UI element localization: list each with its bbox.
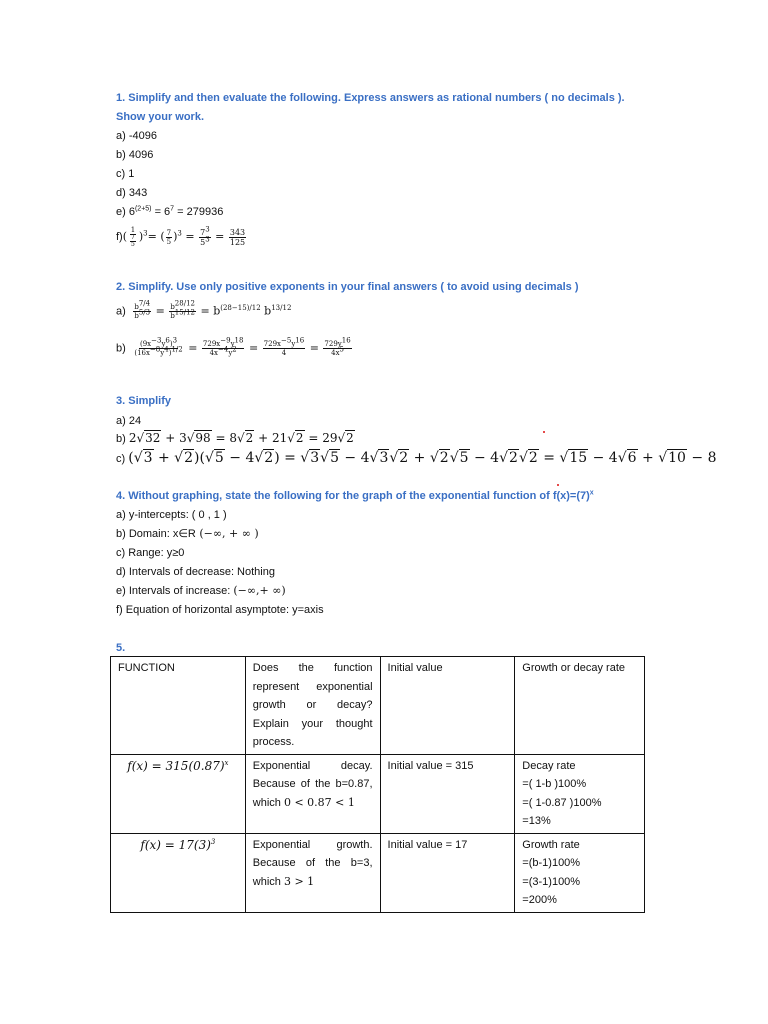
row2-rate [515, 833, 645, 912]
q1-e-prefix: e) 6 [116, 206, 135, 218]
row1-rate-line: =( 1-b )100% [522, 778, 587, 790]
row1-rate-line: =13% [522, 815, 551, 827]
row2-rate-line: =(b-1)100% [522, 857, 581, 869]
q4-answer-f: f) Equation of horizontal asymptote: y=axis [116, 604, 324, 616]
q2-answer-a: a) $\frac{b^{7/4}}{b^{5/3}}$ = $\frac{b^{28/12}}{b^{15/12}}$ = $b^{(28-15)/12}$ $b^{13/12}$ [116, 299, 292, 320]
red-mark-dot [543, 431, 545, 433]
q1-heading-line1: 1. Simplify and then evaluate the following. Express answers as rational numbers ( no decimals ). [116, 92, 625, 104]
row2-rate-line: =(3-1)100% [522, 875, 581, 888]
row2-fn-exp: 3 [210, 837, 216, 846]
row2-explain-math: 3 > 1 [283, 874, 315, 888]
q3-answer-c: c) (√3 + √2)(√5 − 4√2) = √3√5 − 4√3√2 + √2√5 − 4√2√2 = √15 − 4√6 + √10 − 8 [116, 450, 717, 466]
q1-e-exp2: 7 [170, 205, 175, 213]
row2-function [111, 833, 246, 912]
row2-function-expr [118, 836, 238, 855]
q4-e-prefix: e) Intervals of increase: [116, 585, 234, 597]
q4-heading-exp: x [589, 489, 594, 497]
q1-answer-d: d) 343 [116, 187, 148, 199]
q1-answer-c: c) 1 [116, 168, 135, 180]
row1-function [111, 754, 246, 833]
q4-b-prefix: b) Domain: x∈R [116, 528, 196, 540]
row1-explanation [245, 754, 380, 833]
table-header-row [111, 657, 645, 755]
row2-rate-line: Growth rate [522, 838, 580, 851]
row1-fn-text: f(x) = 315(0.87) [127, 758, 225, 773]
q4-heading-text: 4. Without graphing, state the following for the graph of the exponential function of f(x)=(7) [116, 490, 590, 502]
q4-answer-a: a) y-intercepts: ( 0 , 1 ) [116, 509, 227, 521]
q4-answer-b [116, 527, 259, 541]
row2-explain-text: Exponential growth. Because of the b=3, which [252, 838, 373, 888]
q1-answer-f: f)( $\frac{1}{\frac{7}{5}}$ )$^3$= ( $\frac{7}{5}$ )$^3$ = $\frac{7^3}{5^3}$ = $\frac{343}{125}$ [116, 224, 246, 248]
row1-rate [515, 754, 645, 833]
q1-answer-b: b) 4096 [116, 149, 154, 161]
q1-e-mid: = 6 [151, 206, 171, 218]
q5-table [110, 656, 645, 913]
row1-explain-math: 0 < 0.87 < 1 [283, 795, 355, 809]
row2-explanation [245, 833, 380, 912]
q1-answer-a: a) -4096 [116, 130, 157, 142]
q4-e-math: (−∞,+ ∞) [233, 584, 286, 597]
row1-rate-line: Decay rate [522, 759, 576, 772]
q4-heading [116, 489, 594, 503]
row1-function-expr [118, 757, 238, 776]
q1-e-tail: = 279936 [174, 206, 224, 218]
q4-b-math: (−∞, + ∞ ) [195, 527, 259, 540]
q4-answer-e [116, 584, 286, 598]
row2-rate-line: =200% [522, 894, 557, 906]
q5-heading: 5. [116, 642, 126, 654]
header-growth-or-decay: Does the function represent exponential growth or decay? Explain your thought process. [245, 657, 380, 755]
row2-initial-value: Initial value = 17 [380, 833, 515, 912]
q2-heading: 2. Simplify. Use only positive exponents in your final answers ( to avoid using decimals ) [116, 281, 579, 293]
red-mark-dot [557, 484, 559, 486]
q4-answer-c: c) Range: y≥0 [116, 547, 185, 559]
q1-e-exp: (2+5) [134, 205, 152, 213]
table-row [111, 833, 645, 912]
table-row [111, 754, 645, 833]
row1-explain-text: Exponential decay. Because of the b=0.87, which [252, 759, 373, 809]
row1-initial-value: Initial value = 315 [380, 754, 515, 833]
q1-answer-e [116, 205, 223, 219]
header-function: FUNCTION [111, 657, 246, 755]
header-rate: Growth or decay rate [515, 657, 645, 755]
q2-answer-b: b) $\frac{(9x^{-3}y^6)^3}{(16x^{-8}y^4)^{1/2}}$ = $\frac{729x^{-9}y^{18}}{4x^{-4}y^2}$ = $\frac{729x^{-5}y^{16}}{4}$ = $\frac{729y^{16}}{4x^5}$ [116, 336, 351, 357]
row2-fn-text: f(x) = 17(3) [140, 837, 211, 852]
header-initial-value: Initial value [380, 657, 515, 755]
q3-answer-a: a) 24 [116, 415, 142, 427]
q1-heading-line2: Show your work. [116, 111, 205, 123]
q3-answer-b: b) 2√32 + 3√98 = 8√2 + 21√2 = 29√2 [116, 431, 354, 445]
row1-fn-exp: x [224, 758, 229, 767]
row1-rate-line: =( 1-0.87 )100% [522, 796, 602, 809]
q3-heading: 3. Simplify [116, 395, 172, 407]
q4-answer-d: d) Intervals of decrease: Nothing [116, 566, 275, 578]
